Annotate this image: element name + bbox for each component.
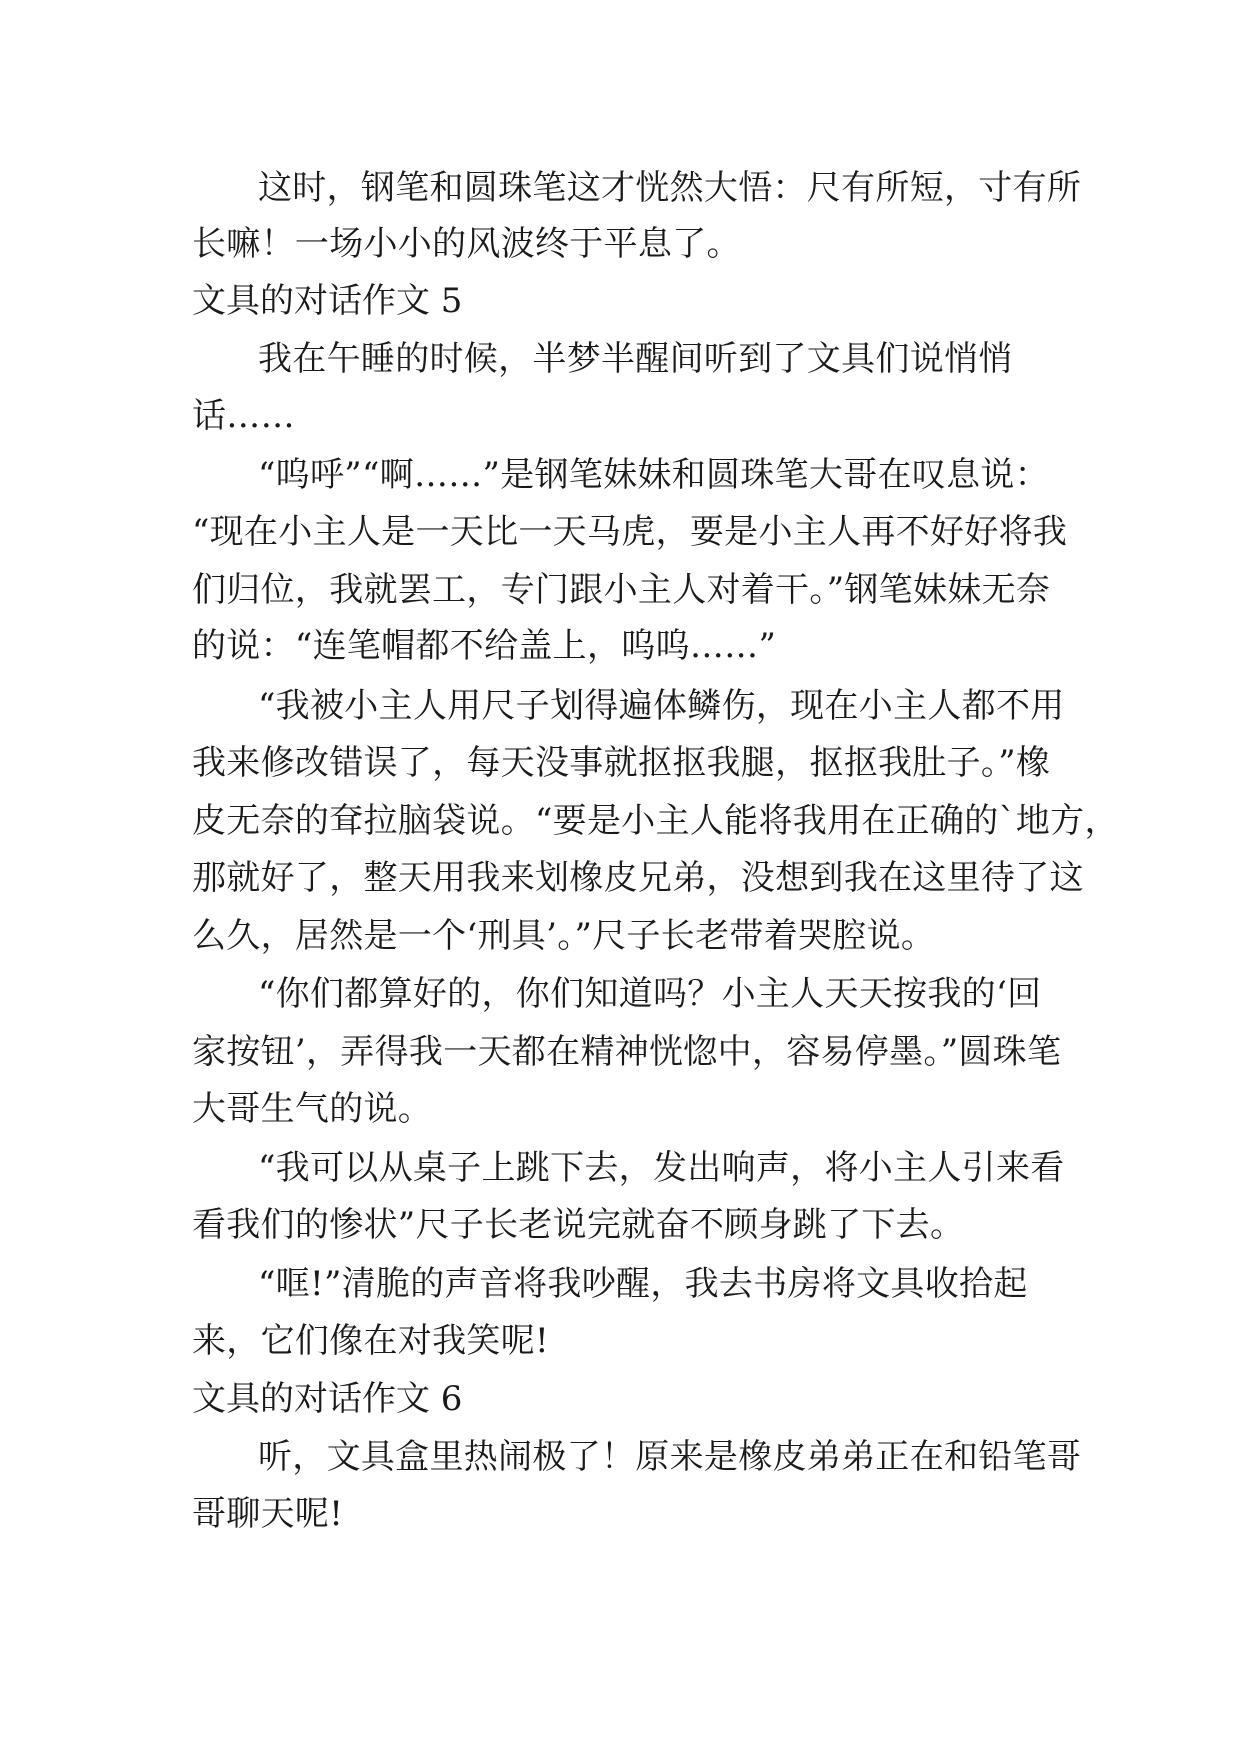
paragraph-line: 家按钮’，弄得我一天都在精神恍惚中，容易停墨。”圆珠笔: [192, 1032, 1062, 1072]
paragraph-line: 么久，居然是一个‘刑具’。”尺子长老带着哭腔说。: [192, 916, 936, 956]
paragraph-line: 哥聊天呢!: [192, 1494, 344, 1534]
paragraph-line: 那就好了，整天用我来划橡皮兄弟，没想到我在这里待了这: [192, 858, 1084, 898]
paragraph-line: 们归位，我就罢工，专门跟小主人对着干。”钢笔妹妹无奈: [192, 570, 1051, 610]
paragraph-line: “我被小主人用尺子划得遍体鳞伤，现在小主人都不用: [258, 686, 1065, 726]
paragraph-line: “现在小主人是一天比一天马虎，要是小主人再不好好将我: [192, 512, 1068, 552]
paragraph-line: 这时，钢笔和圆珠笔这才恍然大悟：尺有所短，寸有所: [258, 168, 1082, 208]
paragraph-line: “哐!”清脆的声音将我吵醒，我去书房将文具收拾起: [258, 1264, 1028, 1304]
section-heading: 文具的对话作文 6: [192, 1379, 463, 1419]
paragraph-line: “我可以从桌子上跳下去，发出响声，将小主人引来看: [258, 1148, 1065, 1188]
paragraph-line: 话……: [192, 396, 295, 436]
paragraph-line: 看我们的惨状”尺子长老说完就奋不顾身跳了下去。: [192, 1205, 965, 1245]
paragraph-line: 我来修改错误了，每天没事就抠抠我腿，抠抠我肚子。”橡: [192, 743, 1051, 783]
section-heading: 文具的对话作文 5: [192, 281, 463, 321]
paragraph-line: 长嘛！一场小小的风波终于平息了。: [192, 224, 741, 264]
paragraph-line: “呜呼”“啊……”是钢笔妹妹和圆珠笔大哥在叹息说：: [258, 455, 1050, 495]
paragraph-line: 皮无奈的耷拉脑袋说。“要是小主人能将我用在正确的`地方，: [192, 801, 1119, 841]
paragraph-line: “你们都算好的，你们知道吗？小主人天天按我的‘回: [258, 974, 1042, 1014]
paragraph-line: 大哥生气的说。: [192, 1089, 433, 1129]
paragraph-line: 来，它们像在对我笑呢!: [192, 1321, 549, 1361]
paragraph-line: 我在午睡的时候，半梦半醒间听到了文具们说悄悄: [258, 339, 1013, 379]
paragraph-line: 听，文具盒里热闹极了！原来是橡皮弟弟正在和铅笔哥: [258, 1437, 1082, 1477]
paragraph-line: 的说：“连笔帽都不给盖上，呜呜……”: [192, 626, 777, 666]
